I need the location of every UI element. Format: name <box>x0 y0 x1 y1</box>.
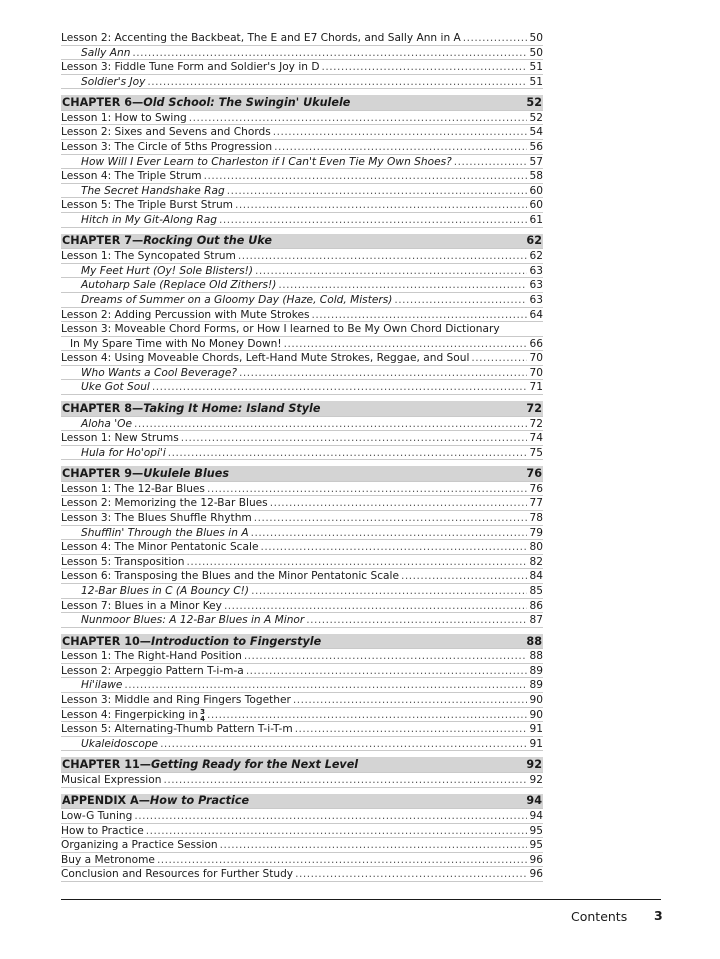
entry-title <box>61 140 272 155</box>
chapter-heading[interactable] <box>61 634 543 650</box>
dot-leader <box>273 125 527 140</box>
chapter-label: CHAPTER 6 <box>62 96 132 110</box>
entry-title-text: Lesson 5: Alternating-Thumb Pattern T-i-T-m <box>61 723 293 736</box>
chapter-label: APPENDIX A <box>62 794 139 808</box>
song-entry[interactable] <box>61 446 543 461</box>
entry-title-text: Shufflin' Through the Blues in A <box>81 526 249 539</box>
entry-title <box>61 366 237 381</box>
entry-page: 50 <box>529 46 543 59</box>
entry-title <box>61 482 205 497</box>
entry-title <box>61 75 145 90</box>
entry-title <box>61 198 233 213</box>
entry-title-text: Hi'ilawe <box>81 679 123 692</box>
entry-title-text: Lesson 4: Fingerpicking in <box>61 708 199 721</box>
lesson-entry[interactable] <box>61 511 543 526</box>
entry-title-text: Aloha 'Oe <box>81 417 133 430</box>
entry-page: 96 <box>529 868 543 881</box>
dot-leader <box>147 75 527 90</box>
entry-page: 96 <box>529 853 543 866</box>
lesson-entry[interactable] <box>61 722 543 737</box>
song-entry[interactable] <box>61 737 543 752</box>
entry-title-text: Lesson 3: The Blues Shuffle Rhythm <box>61 512 252 525</box>
entry-title <box>61 31 461 46</box>
entry-page: 77 <box>529 497 543 510</box>
entry-title <box>61 693 291 708</box>
entry-title <box>61 678 122 693</box>
entry-title <box>61 169 202 184</box>
entry-title-text: Buy a Metronome <box>61 853 155 866</box>
entry-title <box>61 569 399 584</box>
lesson-entry[interactable] <box>61 125 543 140</box>
dot-leader <box>254 511 527 526</box>
entry-title-text: Lesson 5: The Triple Burst Strum <box>61 199 233 212</box>
entry-page: 91 <box>529 737 543 750</box>
entry-title-text: Lesson 2: Memorizing the 12-Bar Blues <box>61 497 268 510</box>
entry-title <box>61 380 150 395</box>
lesson-entry[interactable] <box>61 322 543 337</box>
entry-title-text: Soldier's Joy <box>81 75 146 88</box>
entry-title <box>61 111 187 126</box>
chapter-heading[interactable] <box>61 401 543 417</box>
entry-title-text: Lesson 2: Sixes and Sevens and Chords <box>61 126 271 139</box>
entry-title-text: Lesson 3: Fiddle Tune Form and Soldier's Joy in D <box>61 61 320 74</box>
dot-leader <box>251 584 527 599</box>
entry-title <box>61 293 392 308</box>
entry-title-text: Lesson 1: The 12-Bar Blues <box>61 482 205 495</box>
entry-title <box>61 417 132 432</box>
lesson-entry[interactable] <box>61 482 543 497</box>
song-entry[interactable] <box>61 417 543 432</box>
chapter-page: 52 <box>526 96 542 110</box>
entry-page: 57 <box>529 155 543 168</box>
entry-page: 76 <box>529 482 543 495</box>
chapter-label: CHAPTER 10 <box>62 634 140 648</box>
entry-title <box>61 584 249 599</box>
lesson-entry[interactable] <box>61 809 543 824</box>
dot-leader <box>394 293 527 308</box>
entry-page: 60 <box>529 184 543 197</box>
entry-page: 51 <box>529 61 543 74</box>
entry-title-text: How Will I Ever Learn to Charleston if I Can't Even Tie My Own Shoes? <box>81 155 452 168</box>
entry-title <box>61 664 244 679</box>
song-entry[interactable] <box>61 613 543 628</box>
lesson-entry[interactable] <box>61 337 543 352</box>
lesson-entry[interactable] <box>61 140 543 155</box>
song-entry[interactable] <box>61 293 543 308</box>
entry-title <box>61 649 242 664</box>
dot-leader <box>134 809 527 824</box>
dot-leader <box>295 722 527 737</box>
dot-leader <box>251 526 527 541</box>
entry-title <box>61 249 236 264</box>
entry-title-text: Lesson 4: The Minor Pentatonic Scale <box>61 541 259 554</box>
entry-page: 79 <box>529 526 543 539</box>
entry-title-text: Lesson 6: Transposing the Blues and the Minor Pentatonic Scale <box>61 570 399 583</box>
chapter-subtitle: Rocking Out the Uke <box>143 234 272 248</box>
entry-title-text: Hitch in My Git-Along Rag <box>81 214 217 227</box>
dot-leader <box>270 496 527 511</box>
dot-leader <box>255 264 527 279</box>
entry-title <box>61 540 258 555</box>
entry-title <box>61 555 184 570</box>
lesson-entry[interactable] <box>61 169 543 184</box>
dot-leader <box>401 569 527 584</box>
entry-title <box>61 308 310 323</box>
entry-title <box>61 184 225 199</box>
chapter-heading[interactable] <box>61 234 543 250</box>
entry-title-text: Sally Ann <box>81 46 131 59</box>
entry-title-text: The Secret Handshake Rag <box>81 184 225 197</box>
entry-title-text: How to Practice <box>61 824 144 837</box>
entry-page: 54 <box>529 126 543 139</box>
em-dash: — <box>138 794 150 808</box>
chapter-page: 94 <box>526 794 542 808</box>
entry-page: 75 <box>529 446 543 459</box>
entry-page: 60 <box>529 199 543 212</box>
entry-title <box>61 824 144 839</box>
entry-page: 62 <box>529 250 543 263</box>
lesson-entry[interactable] <box>61 824 543 839</box>
lesson-entry[interactable] <box>61 111 543 126</box>
entry-page: 70 <box>529 366 543 379</box>
entry-page: 95 <box>529 839 543 852</box>
song-entry[interactable] <box>61 46 543 61</box>
entry-title-text: Musical Expression <box>61 773 162 786</box>
dot-leader <box>312 308 527 323</box>
entry-title-text: Ukaleidoscope <box>81 737 159 750</box>
song-entry[interactable] <box>61 278 543 293</box>
entry-title-text: Organizing a Practice Session <box>61 839 218 852</box>
dot-leader <box>224 599 527 614</box>
entry-page: 86 <box>529 599 543 612</box>
song-entry[interactable] <box>61 155 543 170</box>
footer-label: Contents <box>571 909 628 924</box>
entry-page: 58 <box>529 170 543 183</box>
entry-title-text: Lesson 5: Transposition <box>61 555 185 568</box>
dot-leader <box>168 446 527 461</box>
dot-leader <box>124 678 527 693</box>
entry-title-text: Lesson 1: The Right-Hand Position <box>61 650 242 663</box>
entry-title <box>61 322 500 337</box>
dot-leader <box>132 46 527 61</box>
entry-title <box>61 613 304 628</box>
lesson-entry[interactable] <box>61 555 543 570</box>
lesson-entry[interactable] <box>61 773 543 788</box>
entry-title-text: Low-G Tuning <box>61 810 133 823</box>
entry-title <box>61 722 293 737</box>
dot-leader <box>454 155 527 170</box>
dot-leader <box>181 431 527 446</box>
entry-title-text: Lesson 1: New Strums <box>61 432 179 445</box>
entry-title-text: Lesson 3: The Circle of 5ths Progression <box>61 141 273 154</box>
dot-leader <box>219 213 527 228</box>
entry-title-text: Conclusion and Resources for Further Study <box>61 868 294 881</box>
lesson-entry[interactable] <box>61 838 543 853</box>
dot-leader <box>274 140 527 155</box>
entry-title <box>61 838 218 853</box>
dot-leader <box>295 867 527 882</box>
chapter-subtitle: Ukulele Blues <box>143 467 229 481</box>
entry-title <box>61 511 252 526</box>
dot-leader <box>463 31 527 46</box>
song-entry[interactable] <box>61 678 543 693</box>
entry-page: 66 <box>529 337 543 350</box>
entry-page: 82 <box>529 555 543 568</box>
chapter-subtitle: Taking It Home: Island Style <box>143 401 321 415</box>
lesson-entry[interactable] <box>61 540 543 555</box>
entry-title-text: My Feet Hurt (Oy! Sole Blisters!) <box>81 264 253 277</box>
dot-leader <box>220 838 527 853</box>
entry-title-text: Lesson 7: Blues in a Minor Key <box>61 599 222 612</box>
chapter-label: CHAPTER 8 <box>62 401 132 415</box>
lesson-entry[interactable] <box>61 649 543 664</box>
dot-leader <box>186 555 527 570</box>
entry-page: 90 <box>529 708 543 721</box>
lesson-entry[interactable] <box>61 60 543 75</box>
chapter-page: 88 <box>526 634 542 648</box>
entry-title <box>61 46 130 61</box>
entry-title-text: Lesson 2: Accenting the Backbeat, The E and E7 Chords, and Sally Ann in A <box>61 32 461 44</box>
chapter-title <box>62 402 320 415</box>
entry-title <box>61 496 268 511</box>
song-entry[interactable] <box>61 264 543 279</box>
chapter-label: CHAPTER 9 <box>62 467 132 481</box>
song-entry[interactable] <box>61 366 543 381</box>
entry-title-text: 12-Bar Blues in C (A Bouncy C!) <box>81 585 250 597</box>
entry-title-text: Dreams of Summer on a Gloomy Day (Haze, Cold, Misters) <box>81 293 393 306</box>
entry-title <box>61 708 205 723</box>
entry-title-text: Autoharp Sale (Replace Old Zithers!) <box>81 279 277 292</box>
lesson-entry[interactable] <box>61 664 543 679</box>
entry-title-text: Lesson 1: How to Swing <box>61 111 187 124</box>
lesson-entry[interactable] <box>61 853 543 868</box>
entry-page: 92 <box>529 773 543 786</box>
entry-title-text: Lesson 2: Adding Percussion with Mute Strokes <box>61 308 310 321</box>
entry-title-text: Hula for Ho'opi'i <box>81 446 166 459</box>
chapter-heading[interactable] <box>61 794 543 810</box>
song-entry[interactable] <box>61 380 543 395</box>
entry-page: 63 <box>529 293 543 306</box>
dot-leader <box>306 613 527 628</box>
chapter-page: 62 <box>526 234 542 248</box>
entry-page: 52 <box>529 111 543 124</box>
chapter-subtitle: Introduction to Fingerstyle <box>150 634 322 648</box>
dot-leader <box>207 708 527 723</box>
entry-title-text: Nunmoor Blues: A 12-Bar Blues in A Minor <box>81 614 305 627</box>
entry-title-text: Who Wants a Cool Beverage? <box>81 366 237 379</box>
dot-leader <box>160 737 527 752</box>
entry-page: 84 <box>529 570 543 583</box>
chapter-title <box>62 635 321 648</box>
entry-page: 91 <box>529 723 543 736</box>
entry-page: 56 <box>529 141 543 154</box>
song-entry[interactable] <box>61 584 543 599</box>
dot-leader <box>207 482 527 497</box>
entry-title <box>61 278 276 293</box>
song-entry[interactable] <box>61 213 543 228</box>
entry-page: 94 <box>529 810 543 823</box>
chapter-label: CHAPTER 11 <box>62 758 140 772</box>
entry-title-text: Lesson 4: The Triple Strum <box>61 170 202 183</box>
entry-title-text: Uke Got Soul <box>81 381 150 394</box>
em-dash: — <box>139 634 151 648</box>
chapter-subtitle: How to Practice <box>149 794 250 808</box>
entry-title <box>61 853 155 868</box>
entry-page: 63 <box>529 264 543 277</box>
chapter-title <box>62 234 272 247</box>
entry-page: 87 <box>529 614 543 627</box>
dot-leader <box>246 664 527 679</box>
em-dash: — <box>132 467 144 481</box>
entry-title <box>61 599 222 614</box>
song-entry[interactable] <box>61 75 543 90</box>
entry-page: 89 <box>529 664 543 677</box>
time-signature-top: 3 <box>200 707 205 716</box>
entry-page: 51 <box>529 75 543 88</box>
chapter-label: CHAPTER 7 <box>62 234 132 248</box>
entry-page: 71 <box>529 381 543 394</box>
lesson-entry[interactable] <box>61 31 543 46</box>
entry-page: 63 <box>529 279 543 292</box>
entry-title <box>61 431 179 446</box>
entry-page: 74 <box>529 432 543 445</box>
chapter-title <box>62 794 249 807</box>
entry-title <box>61 526 249 541</box>
entry-page: 78 <box>529 512 543 525</box>
chapter-heading[interactable] <box>61 757 543 773</box>
entry-page: 85 <box>529 585 543 597</box>
lesson-entry[interactable] <box>61 867 543 882</box>
dot-leader <box>163 773 527 788</box>
entry-title <box>61 60 320 75</box>
dot-leader <box>235 198 527 213</box>
lesson-entry[interactable] <box>61 708 543 723</box>
lesson-entry[interactable] <box>61 599 543 614</box>
entry-title-text: In My Spare Time with No Money Down! <box>70 337 282 350</box>
entry-title <box>61 351 469 366</box>
chapter-title <box>62 96 350 109</box>
lesson-entry[interactable] <box>61 431 543 446</box>
dot-leader <box>260 540 527 555</box>
entry-page: 64 <box>529 308 543 321</box>
lesson-entry[interactable] <box>61 496 543 511</box>
lesson-entry[interactable] <box>61 249 543 264</box>
entry-title <box>61 264 253 279</box>
entry-title <box>61 773 161 788</box>
chapter-page: 92 <box>526 758 542 772</box>
dot-leader <box>157 853 527 868</box>
chapter-title <box>62 758 358 771</box>
chapter-subtitle: Getting Ready for the Next Level <box>150 758 359 772</box>
dot-leader <box>244 649 527 664</box>
entry-page: 80 <box>529 541 543 554</box>
chapter-heading[interactable] <box>61 95 543 111</box>
chapter-title <box>62 467 229 480</box>
lesson-entry[interactable] <box>61 308 543 323</box>
entry-title <box>61 213 217 228</box>
lesson-entry[interactable] <box>61 569 543 584</box>
entry-page: 90 <box>529 694 543 707</box>
entry-title <box>61 337 282 352</box>
dot-leader <box>293 693 527 708</box>
entry-page: 50 <box>529 32 543 44</box>
dot-leader <box>227 184 527 199</box>
page-number: 3 <box>654 908 663 923</box>
dot-leader <box>189 111 527 126</box>
dot-leader <box>152 380 527 395</box>
chapter-page: 72 <box>526 401 542 415</box>
em-dash: — <box>139 758 151 772</box>
dot-leader <box>322 60 528 75</box>
entry-title-text: Lesson 4: Using Moveable Chords, Left-Hand Mute Strokes, Reggae, and Soul <box>61 352 470 365</box>
footer-rule <box>61 899 661 900</box>
entry-title <box>61 155 452 170</box>
entry-title-text: Lesson 2: Arpeggio Pattern T-i-m-a <box>61 664 244 677</box>
entry-page: 88 <box>529 650 543 663</box>
dot-leader <box>146 824 527 839</box>
lesson-entry[interactable] <box>61 198 543 213</box>
dot-leader <box>278 278 527 293</box>
entry-title <box>61 737 158 752</box>
lesson-entry[interactable] <box>61 351 543 366</box>
dot-leader <box>239 366 527 381</box>
time-signature-bottom: 4 <box>200 714 205 723</box>
chapter-subtitle: Old School: The Swingin' Ukulele <box>143 96 351 110</box>
table-of-contents <box>61 31 543 882</box>
chapter-page: 76 <box>526 467 542 481</box>
entry-title <box>61 446 166 461</box>
em-dash: — <box>132 401 144 415</box>
entry-title <box>61 809 132 824</box>
chapter-heading[interactable] <box>61 466 543 482</box>
entry-title <box>61 125 271 140</box>
entry-page: 72 <box>529 417 543 430</box>
dot-leader <box>284 337 527 352</box>
entry-title-text: Lesson 3: Moveable Chord Forms, or How I learned to Be My Own Chord Dictionary <box>61 323 500 336</box>
entry-title <box>61 867 293 882</box>
dot-leader <box>238 249 527 264</box>
lesson-entry[interactable] <box>61 693 543 708</box>
entry-title-text: Lesson 3: Middle and Ring Fingers Together <box>61 694 291 707</box>
song-entry[interactable] <box>61 526 543 541</box>
dot-leader <box>134 417 527 432</box>
dot-leader <box>471 351 527 366</box>
dot-leader <box>204 169 527 184</box>
entry-page: 89 <box>529 679 543 692</box>
entry-page: 70 <box>529 352 543 365</box>
entry-page: 95 <box>529 824 543 837</box>
song-entry[interactable] <box>61 184 543 199</box>
em-dash: — <box>132 96 144 110</box>
entry-page: 61 <box>529 214 543 227</box>
time-signature <box>200 709 205 723</box>
entry-title-text: Lesson 1: The Syncopated Strum <box>61 250 236 263</box>
em-dash: — <box>132 234 144 248</box>
